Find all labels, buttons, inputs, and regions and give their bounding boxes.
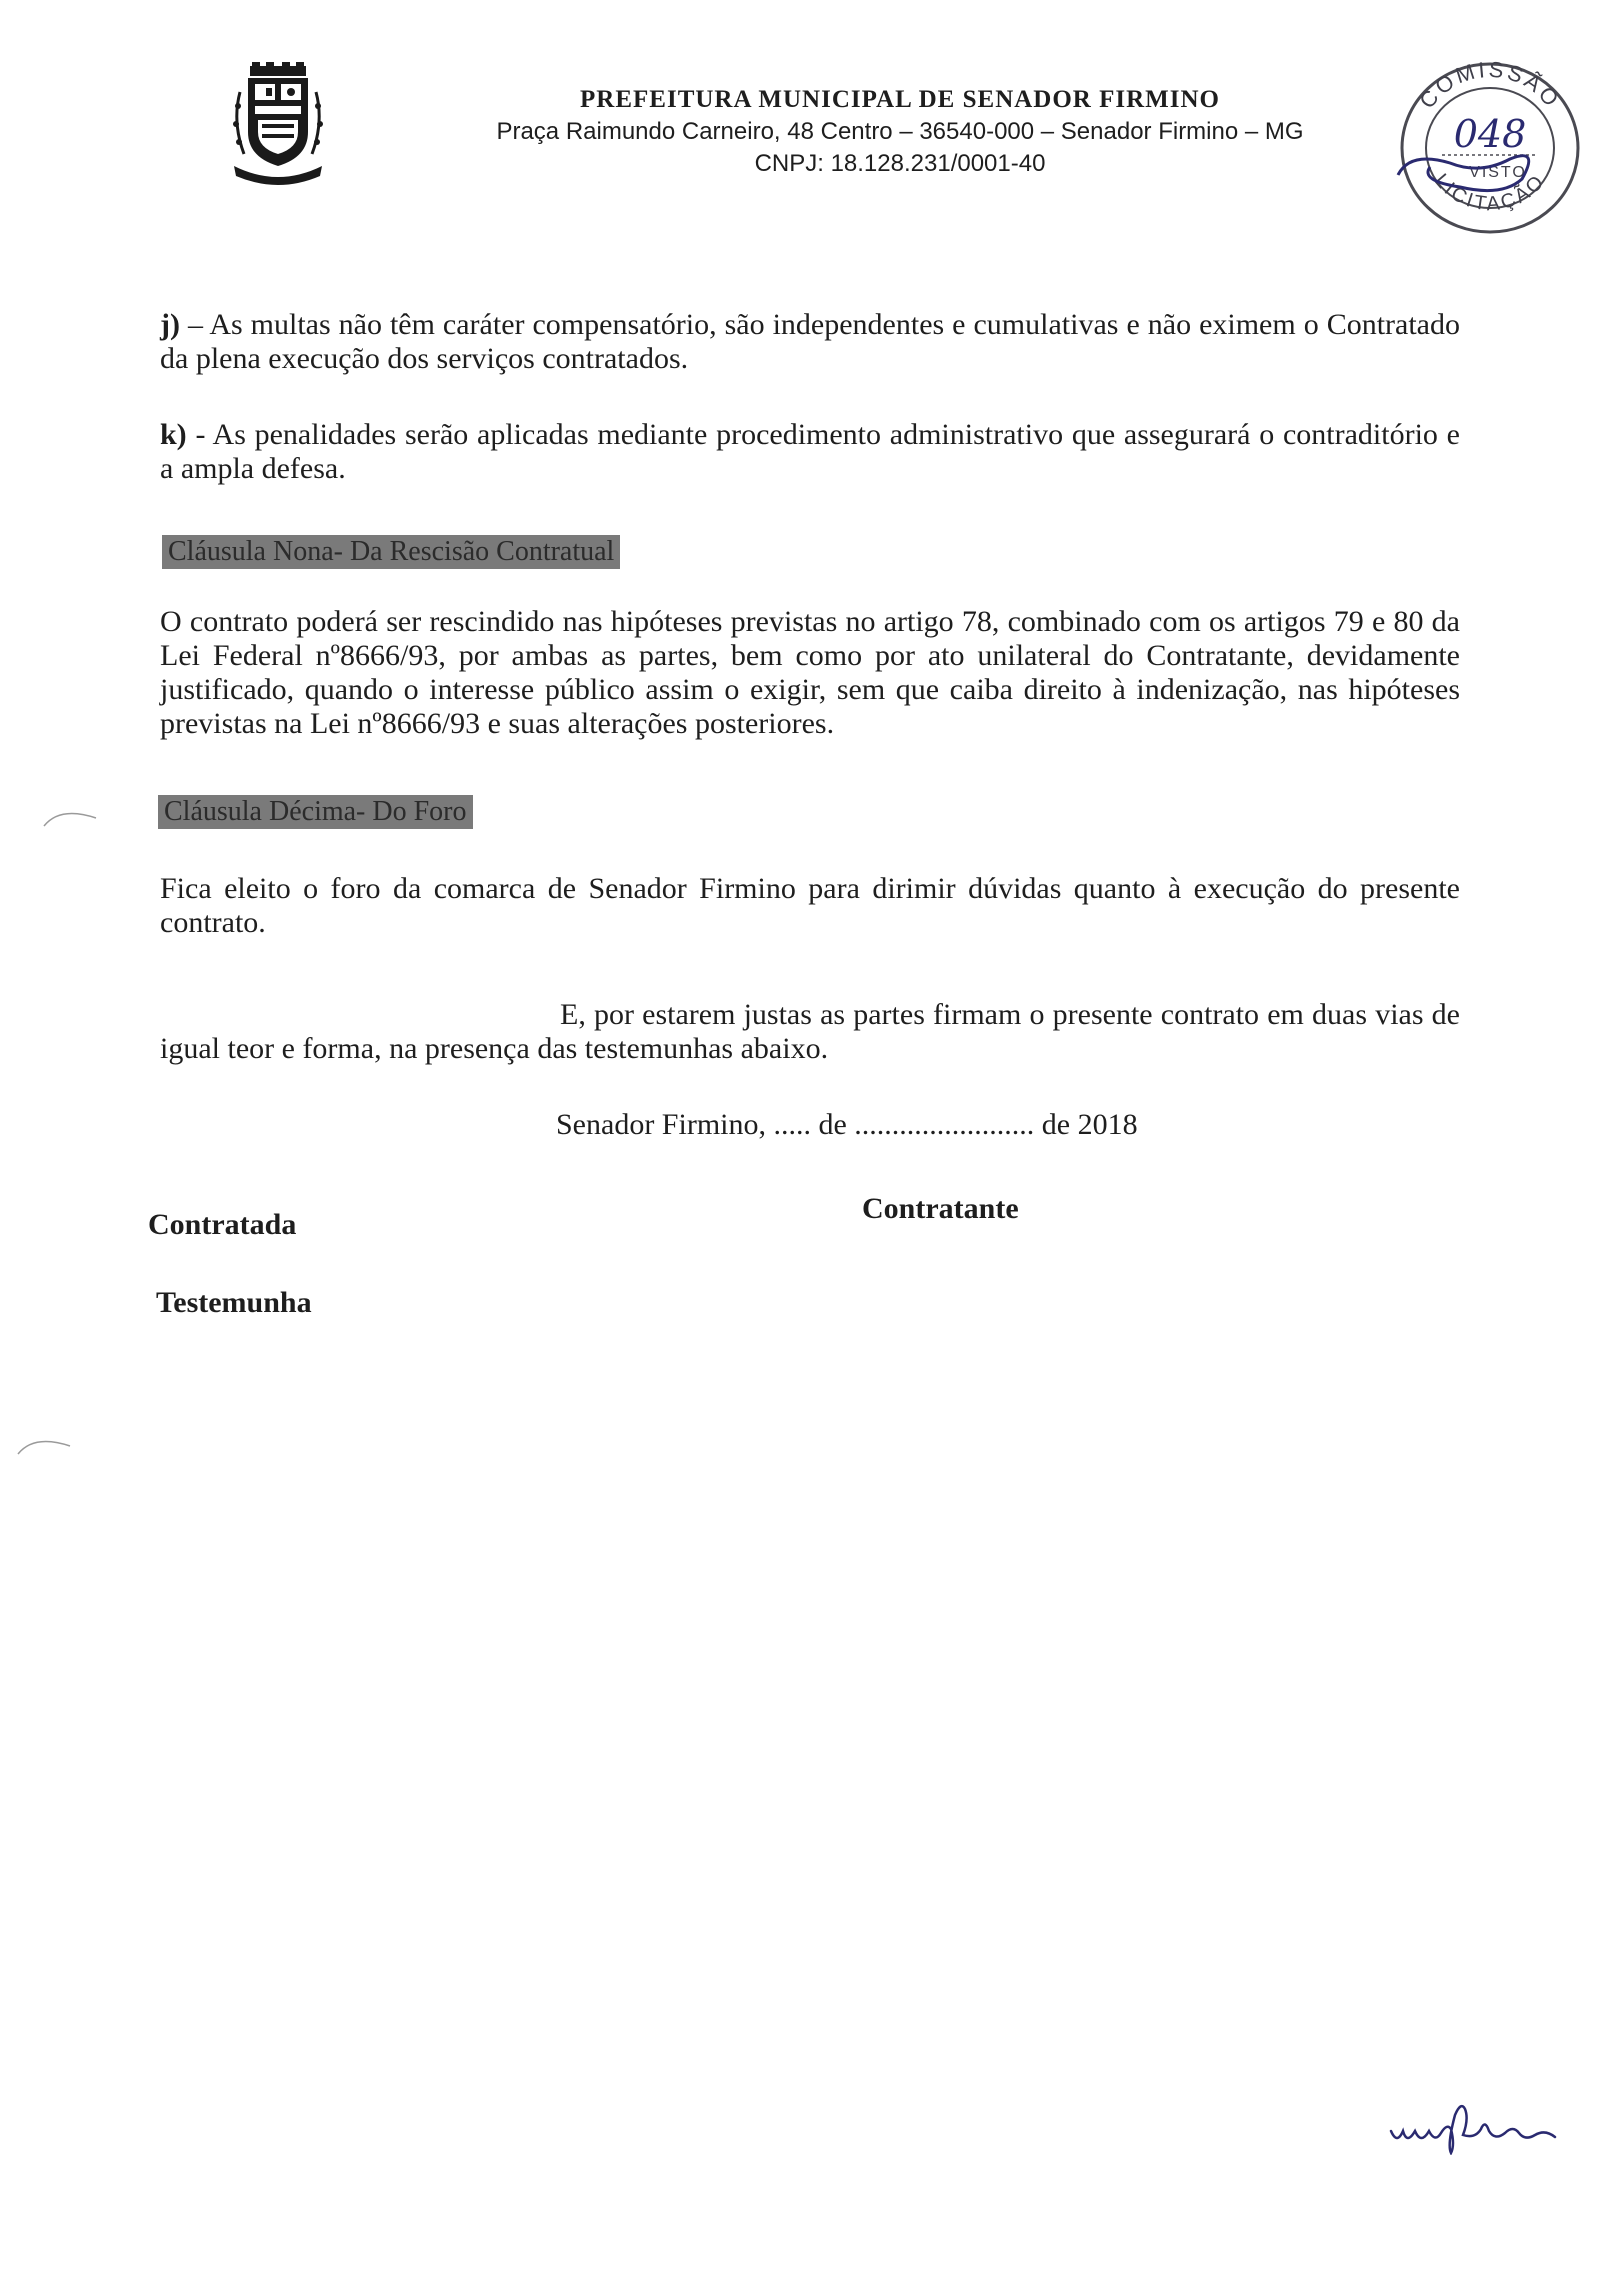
testemunha-label: Testemunha [156, 1286, 312, 1319]
stamp-middle-text: VISTO [1469, 164, 1527, 181]
municipality-address: Praça Raimundo Carneiro, 48 Centro – 36540-000 – Senador Firmino – MG [496, 118, 1304, 145]
item-j-label: j) [160, 308, 180, 341]
clause-nine-heading: Cláusula Nona- Da Rescisão Contratual [162, 535, 620, 569]
closing-text: E, por estarem justas as partes firmam o presente contrato em duas vias de igual teor e forma, na presença das testemunhas abaixo. [160, 998, 1460, 1065]
contratada-label: Contratada [148, 1208, 297, 1241]
item-j [160, 308, 1460, 376]
margin-mark-icon [14, 1428, 74, 1458]
letterhead [420, 86, 1380, 178]
clause-ten-text: Fica eleito o foro da comarca de Senador Firmino para dirimir dúvidas quanto à execução do presente contrato. [160, 872, 1460, 939]
commission-stamp-icon [1390, 55, 1590, 240]
municipality-cnpj: CNPJ: 18.128.231/0001-40 [754, 150, 1046, 177]
clause-ten-heading: Cláusula Décima- Do Foro [158, 795, 473, 829]
clause-nine-text: O contrato poderá ser rescindido nas hipóteses previstas no artigo 78, combinado com os artigos 79 e 80 da Lei Federal nº8666/93, por ambas as partes, bem como por ato unilateral do Contratante, devidamente justificado, quando o interesse público assim o exigir, sem que caiba direito à indenização, nas hipóteses previstas na Lei nº8666/93 e suas alterações posteriores. [160, 605, 1460, 740]
item-k [160, 418, 1460, 486]
margin-mark-icon [40, 800, 100, 830]
item-k-label: k) [160, 418, 187, 451]
item-j-text: – As multas não têm caráter compensatório, são independentes e cumulativas e não eximem o Contratado da plena execução dos serviços contratados. [160, 308, 1460, 375]
handwritten-initials [1385, 2095, 1565, 2155]
stamp-top-text: COMISSÃO [1414, 56, 1566, 114]
stamp-bottom-text: LICITAÇÃO [1430, 169, 1551, 216]
date-line: Senador Firmino, ..... de ........................ de 2018 [556, 1108, 1138, 1141]
coat-of-arms-icon [228, 62, 328, 187]
stamp-page-number: 048 [1453, 112, 1527, 156]
svg-text:COMISSÃO [1414, 57, 1565, 114]
contratante-label: Contratante [862, 1192, 1019, 1225]
municipality-title: PREFEITURA MUNICIPAL DE SENADOR FIRMINO [580, 86, 1220, 113]
item-k-text: - As penalidades serão aplicadas mediante procedimento administrativo que assegurará o contraditório e a ampla defesa. [160, 418, 1460, 485]
